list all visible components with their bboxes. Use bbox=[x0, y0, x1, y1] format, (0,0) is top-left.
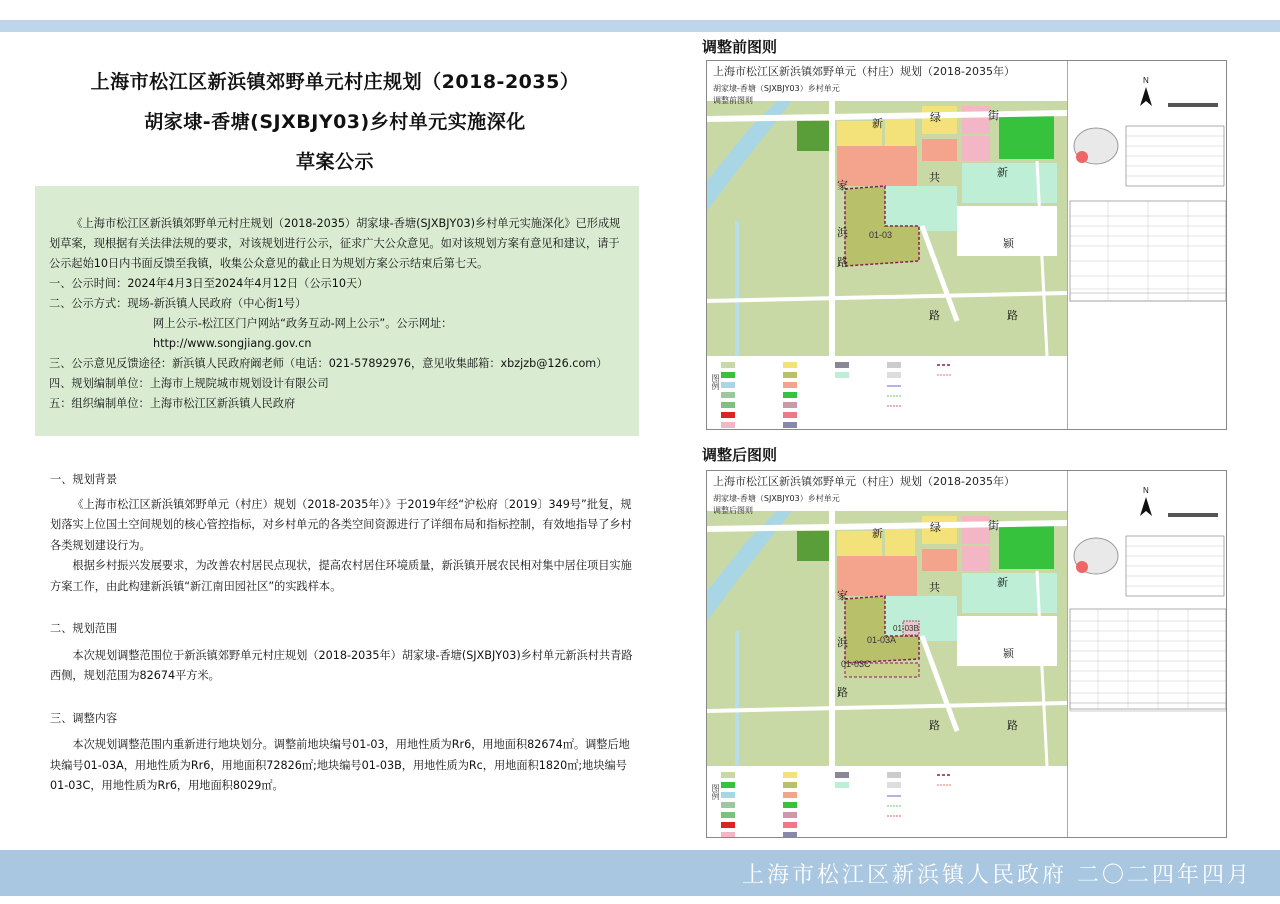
title-line-3: 草案公示 bbox=[295, 151, 374, 173]
section-1-heading: 一、规划背景 bbox=[50, 473, 118, 486]
section-1-paragraph-2: 根据乡村振兴发展要求，为改善农村居民点现状，提高农村居住环境质量，新浜镇开展农民相对集中居住项目实施方案工作，由此构建新浜镇“新江南田园社区”的实践样本。 bbox=[50, 559, 632, 593]
map-before-tables bbox=[1068, 61, 1227, 430]
label-jia-after: 家 bbox=[837, 590, 848, 602]
label-gong: 共 bbox=[929, 172, 940, 184]
map-before-heading: 调整前图则 bbox=[702, 38, 778, 56]
notice-online: 网上公示-松江区门户网站“政务互动-网上公示”。公示网址： bbox=[153, 317, 453, 330]
label-lu: 路 bbox=[837, 257, 848, 269]
north-arrow-label-after: N bbox=[1143, 486, 1149, 495]
label-jia: 家 bbox=[837, 180, 848, 192]
map-after-side-panel bbox=[1067, 471, 1227, 837]
notice-box bbox=[35, 186, 639, 436]
label-xin: 新 bbox=[872, 118, 883, 130]
footer-banner bbox=[0, 850, 1280, 896]
label-jing: 颍 bbox=[1003, 238, 1014, 250]
parcel-after-c: 01-03C bbox=[841, 659, 871, 669]
label-xin-after: 新 bbox=[872, 528, 883, 540]
parcel-after-a: 01-03A bbox=[867, 635, 897, 645]
north-arrow-label: N bbox=[1143, 76, 1149, 85]
section-3-heading: 三、调整内容 bbox=[50, 711, 118, 725]
map-before bbox=[706, 60, 1227, 430]
title-line-1: 上海市松江区新浜镇郊野单元村庄规划（2018-2035） bbox=[90, 71, 580, 93]
notice-url[interactable]: http://www.songjiang.gov.cn bbox=[153, 337, 312, 350]
map-after-unit: 胡家埭-香塘（SJXBJY03）乡村单元 bbox=[713, 494, 840, 503]
top-accent-strip bbox=[0, 20, 1280, 32]
map-before-side-panel bbox=[1067, 61, 1227, 429]
label-lu-3-after: 路 bbox=[1007, 720, 1018, 732]
legend-swatches bbox=[707, 356, 1067, 430]
label-xin-2: 新 bbox=[997, 167, 1008, 179]
notice-method: 二、公示方式：现场-新浜镇人民政府（中心街1号） bbox=[49, 297, 307, 310]
label-bang-after: 浜 bbox=[837, 637, 848, 649]
notice-compiler: 四、规划编制单位：上海市上规院城市规划设计有限公司 bbox=[49, 377, 329, 390]
map-before-legend bbox=[707, 356, 1067, 430]
legend-label-after: 图例 bbox=[711, 784, 720, 800]
title-line-2: 胡家埭-香塘(SJXBJY03)乡村单元实施深化 bbox=[144, 111, 526, 133]
section-2-heading: 二、规划范围 bbox=[50, 622, 118, 635]
document-body bbox=[50, 470, 640, 797]
parcel-after-b: 01-03B bbox=[893, 624, 919, 633]
legend-swatches-after bbox=[707, 766, 1067, 838]
map-before-sheet: 调整前图则 bbox=[713, 96, 753, 105]
map-after-tables bbox=[1068, 471, 1227, 838]
map-after bbox=[706, 470, 1227, 838]
section-3-paragraph: 本次规划调整范围内重新进行地块划分。调整前地块编号01-03，用地性质为Rr6，用地面积82674㎡。调整后地块编号01-03A，用地性质为Rr6，用地面积72826㎡;地块编号01-03B，用地性质为Rc，用地面积1820㎡;地块编号01-03C，用地性质为Rr6，用地面积8029㎡。 bbox=[50, 738, 630, 792]
label-bang: 浜 bbox=[837, 227, 848, 239]
map-before-title: 上海市松江区新浜镇郊野单元（村庄）规划（2018-2035年） bbox=[713, 65, 1015, 78]
label-lu-after: 路 bbox=[837, 687, 848, 699]
map-before-unit: 胡家埭-香塘（SJXBJY03）乡村单元 bbox=[713, 84, 840, 93]
legend-label: 图例 bbox=[711, 374, 720, 390]
notice-intro: 《上海市松江区新浜镇郊野单元村庄规划（2018-2035）胡家埭-香塘(SJXBJY03)乡村单元实施深化》已形成规划草案，现根据有关法律法规的要求，对该规划进行公示，征求广大公众意见。如对该规划方案有意见和建议，请于公示起始10日内书面反馈至我镇，收集公众意见的截止日为规划方案公示结束后第七天。 bbox=[49, 217, 621, 270]
footer-text: 上海市松江区新浜镇人民政府 二〇二四年四月 bbox=[742, 863, 1252, 888]
label-lv: 绿 bbox=[930, 112, 941, 124]
map-after-legend bbox=[707, 766, 1067, 838]
map-after-heading: 调整后图则 bbox=[702, 446, 778, 464]
label-jie-after: 街 bbox=[988, 520, 999, 532]
map-after-sheet: 调整后图则 bbox=[713, 506, 753, 515]
document-title bbox=[40, 62, 630, 182]
label-jing-after: 颍 bbox=[1003, 648, 1014, 660]
section-1-paragraph-1: 《上海市松江区新浜镇郊野单元（村庄）规划（2018-2035年）》于2019年经“沪松府〔2019〕349号”批复，规划落实上位国土空间规划的核心管控指标，对乡村单元的各类空间资源进行了详细布局和指标控制，有效地指导了乡村各类规划建设行为。 bbox=[50, 497, 632, 552]
section-2-paragraph: 本次规划调整范围位于新浜镇郊野单元村庄规划（2018-2035年）胡家埭-香塘(SJXBJY03)乡村单元新浜村共青路西侧，规划范围为82674平方米。 bbox=[50, 648, 633, 682]
notice-feedback: 三、公示意见反馈途径：新浜镇人民政府阚老师（电话：021-57892976，意见收集邮箱：xbzjzb@126.com） bbox=[49, 357, 608, 370]
label-jie: 街 bbox=[988, 110, 999, 122]
label-lu-2-after: 路 bbox=[929, 720, 940, 732]
parcel-before: 01-03 bbox=[869, 230, 893, 240]
notice-time: 一、公示时间：2024年4月3日至2024年4月12日（公示10天） bbox=[49, 277, 369, 290]
label-xin-2-after: 新 bbox=[997, 577, 1008, 589]
map-after-title: 上海市松江区新浜镇郊野单元（村庄）规划（2018-2035年） bbox=[713, 475, 1015, 488]
label-lv-after: 绿 bbox=[930, 522, 941, 534]
label-gong-after: 共 bbox=[929, 582, 940, 594]
label-lu-3: 路 bbox=[1007, 310, 1018, 322]
label-lu-2: 路 bbox=[929, 310, 940, 322]
notice-organizer: 五：组织编制单位：上海市松江区新浜镇人民政府 bbox=[49, 397, 296, 410]
